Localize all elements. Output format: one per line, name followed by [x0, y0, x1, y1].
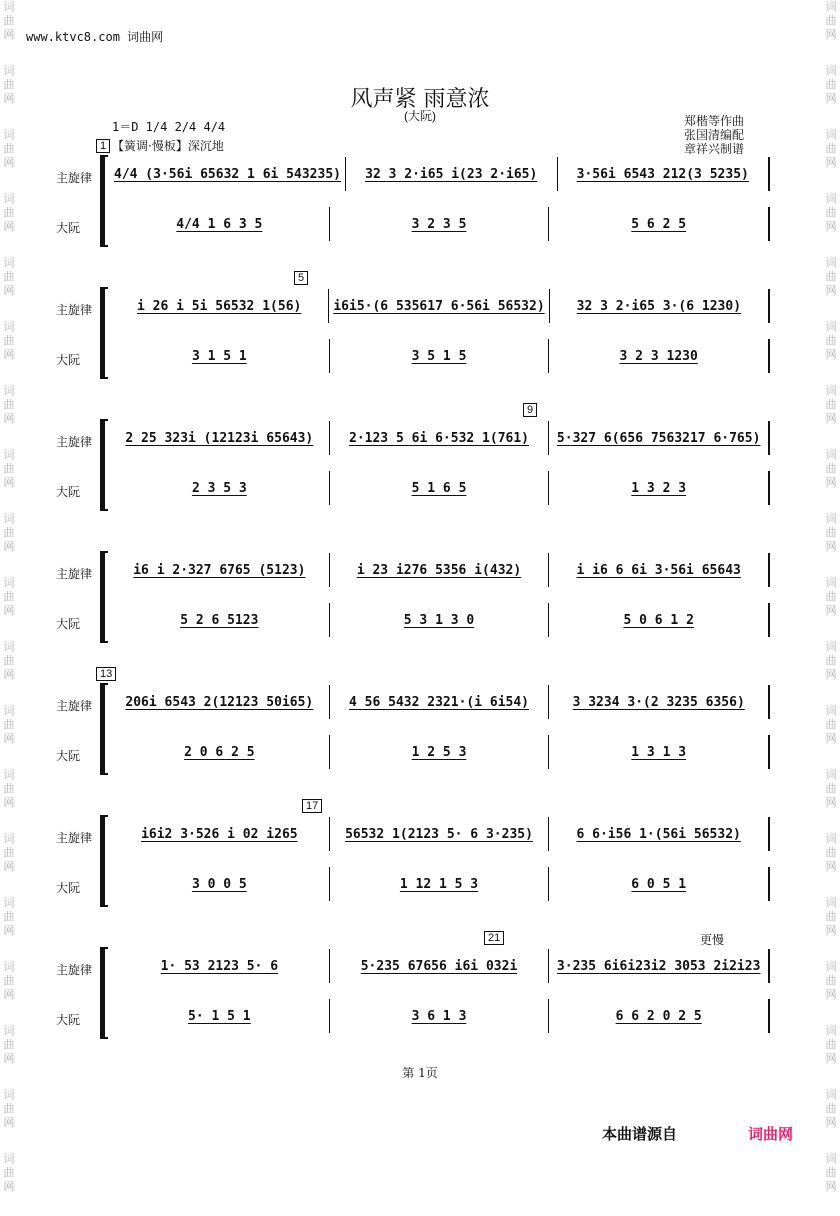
ruan-notes: 1 2 5 3: [411, 744, 467, 760]
ruan-notes: 5· 1 5 1: [188, 1008, 251, 1024]
watermark-char: 网: [3, 796, 15, 809]
watermark-char: 网: [825, 1180, 837, 1193]
watermark-char: 网: [825, 540, 837, 553]
melody-measure: [110, 157, 346, 191]
watermark-char: 词: [3, 0, 15, 13]
part-label-melody: 主旋律: [56, 699, 93, 713]
melody-notes: 2·123 5 6i 6·532 1(761): [349, 430, 530, 446]
watermark-gap: [0, 42, 18, 64]
watermark-char: 词: [3, 768, 15, 781]
watermark-char: 曲: [3, 526, 15, 539]
melody-measure: [330, 949, 550, 983]
melody-measure: [549, 817, 770, 851]
watermark-gap: [0, 1130, 18, 1152]
watermark-char: 网: [3, 28, 15, 41]
watermark-char: 网: [3, 284, 15, 297]
ruan-measure: [330, 867, 550, 901]
watermark-char: 词: [3, 512, 15, 525]
melody-measure: [110, 553, 330, 587]
watermark-char: 网: [3, 92, 15, 105]
watermark-char: 词: [825, 128, 837, 141]
part-label-ruan: 大阮: [56, 881, 81, 895]
ruan-measure: [110, 603, 330, 637]
melody-notes: 4 56 5432 2321·(i 6i54): [349, 694, 530, 710]
watermark-char: 曲: [3, 462, 15, 475]
watermark-char: 网: [3, 1180, 15, 1193]
watermark-char: 曲: [825, 334, 837, 347]
melody-measure: [330, 553, 550, 587]
watermark-char: 网: [3, 156, 15, 169]
watermark-char: 曲: [825, 14, 837, 27]
watermark-char: 词: [825, 448, 837, 461]
ruan-notes: 5 1 6 5: [411, 480, 467, 496]
measure-number: 13: [96, 667, 116, 681]
melody-notes: 32 3 2·i65 3·(6 1230): [576, 298, 742, 314]
watermark-char: 网: [3, 540, 15, 553]
watermark-char: 网: [3, 1116, 15, 1129]
melody-line: [110, 949, 770, 983]
watermark-char: 词: [3, 448, 15, 461]
melody-measure: [110, 289, 329, 323]
watermark-char: 曲: [3, 398, 15, 411]
melody-notes: 5·327 6(656 7563217 6·765): [556, 430, 761, 446]
melody-measure: [110, 817, 330, 851]
melody-line: [110, 289, 770, 323]
melody-measure: [549, 553, 770, 587]
ruan-line: [110, 471, 770, 505]
brace-end: [105, 377, 108, 379]
ruan-notes: 3 1 5 1: [191, 348, 247, 364]
watermark-char: 网: [3, 348, 15, 361]
watermark-char: 词: [3, 256, 15, 269]
part-label-ruan: 大阮: [56, 749, 81, 763]
part-label-melody: 主旋律: [56, 567, 93, 581]
ruan-measure: [549, 471, 770, 505]
score-system: [0, 932, 840, 1057]
brace-end: [105, 419, 108, 421]
watermark-char: 曲: [825, 846, 837, 859]
ruan-notes: 2 3 5 3: [191, 480, 247, 496]
watermark-char: 曲: [3, 1166, 15, 1179]
watermark-char: 网: [825, 860, 837, 873]
watermark-char: 曲: [825, 590, 837, 603]
melody-notes: i i6 6 6i 3·56i 65643: [576, 562, 741, 578]
watermark-char: 网: [825, 348, 837, 361]
watermark-char: 网: [825, 1116, 837, 1129]
watermark-char: 词: [825, 64, 837, 77]
watermark-char: 曲: [3, 590, 15, 603]
source-label: 本曲谱源自: [602, 1125, 678, 1143]
ruan-notes: 3 0 0 5: [191, 876, 247, 892]
watermark-char: 词: [825, 704, 837, 717]
ruan-measure: [549, 999, 770, 1033]
melody-measure: [110, 685, 330, 719]
watermark-char: 词: [825, 1088, 837, 1101]
system-brace: [100, 287, 105, 379]
melody-notes: i 23 i276 5356 i(432): [356, 562, 522, 578]
watermark-char: 词: [825, 960, 837, 973]
ruan-notes: 1 12 1 5 3: [399, 876, 479, 892]
watermark-char: 曲: [3, 14, 15, 27]
brace-end: [105, 551, 108, 553]
brace-end: [105, 287, 108, 289]
watermark-char: 网: [825, 412, 837, 425]
watermark-char: 词: [825, 832, 837, 845]
watermark-char: 曲: [3, 910, 15, 923]
credit-engraver: 章祥兴制谱: [684, 142, 745, 156]
page-number: 第 1页: [402, 1066, 438, 1080]
melody-measure: [110, 949, 330, 983]
melody-line: [110, 157, 770, 191]
system-brace: [100, 683, 105, 775]
melody-notes: i6i5·(6 535617 6·56i 56532): [333, 298, 545, 314]
ruan-measure: [330, 207, 550, 241]
watermark-char: 曲: [825, 974, 837, 987]
melody-notes: 1· 53 2123 5· 6: [160, 958, 279, 974]
watermark-char: 网: [825, 668, 837, 681]
watermark-char: 曲: [825, 910, 837, 923]
watermark-char: 曲: [3, 1038, 15, 1051]
watermark-char: 词: [3, 320, 15, 333]
watermark-char: 词: [3, 1088, 15, 1101]
melody-notes: 3·235 6i6i23i2 3053 2i2i23: [556, 958, 761, 974]
watermark-char: 词: [3, 832, 15, 845]
melody-measure: [330, 421, 550, 455]
watermark-char: 曲: [825, 718, 837, 731]
ruan-measure: [549, 207, 770, 241]
ruan-notes: 5 6 2 5: [631, 216, 687, 232]
watermark-char: 曲: [825, 206, 837, 219]
brace-end: [105, 641, 108, 643]
credit-composer: 郑楷等作曲: [684, 114, 745, 128]
ruan-measure: [549, 603, 770, 637]
watermark-char: 词: [3, 576, 15, 589]
score-system: [0, 404, 840, 529]
ruan-notes: 5 3 1 3 0: [403, 612, 475, 628]
ruan-measure: [110, 867, 330, 901]
melody-notes: 3 3234 3·(2 3235 6356): [572, 694, 745, 710]
watermark-char: 曲: [3, 270, 15, 283]
part-label-melody: 主旋律: [56, 963, 93, 977]
watermark-char: 曲: [825, 1038, 837, 1051]
brace-end: [105, 683, 108, 685]
melody-measure: [330, 685, 550, 719]
system-brace: [100, 155, 105, 247]
measure-number: 1: [96, 139, 110, 153]
watermark-char: 曲: [825, 142, 837, 155]
ruan-notes: 1 3 2 3: [631, 480, 687, 496]
tempo-change: 更慢: [700, 933, 725, 947]
melody-measure: [329, 289, 549, 323]
watermark-char: 网: [825, 476, 837, 489]
melody-measure: [346, 157, 558, 191]
melody-notes: 56532 1(2123 5· 6 3·235): [345, 826, 533, 842]
watermark-char: 曲: [3, 206, 15, 219]
ruan-measure: [110, 999, 330, 1033]
melody-notes: 5·235 67656 i6i 032i: [360, 958, 518, 974]
part-label-melody: 主旋律: [56, 303, 93, 317]
watermark-gap: [822, 1194, 840, 1216]
melody-measure: [549, 421, 770, 455]
melody-line: [110, 817, 770, 851]
melody-measure: [110, 421, 330, 455]
watermark-char: 词: [825, 1152, 837, 1165]
watermark-char: 曲: [825, 462, 837, 475]
watermark-char: 网: [3, 924, 15, 937]
watermark-char: 曲: [825, 270, 837, 283]
watermark-char: 曲: [3, 334, 15, 347]
ruan-measure: [549, 867, 770, 901]
melody-measure: [330, 817, 550, 851]
watermark-char: 词: [825, 768, 837, 781]
watermark-char: 曲: [825, 398, 837, 411]
score-system: [0, 668, 840, 793]
watermark-char: 曲: [825, 782, 837, 795]
melody-notes: i6 i 2·327 6765 (5123): [133, 562, 306, 578]
melody-line: [110, 685, 770, 719]
ruan-notes: 3 2 3 1230: [619, 348, 698, 364]
watermark-char: 网: [825, 796, 837, 809]
watermark-char: 曲: [825, 1102, 837, 1115]
melody-notes: 2 25 323i (12123i 65643): [125, 430, 314, 446]
watermark-char: 网: [825, 284, 837, 297]
ruan-measure: [330, 735, 550, 769]
ruan-measure: [330, 471, 550, 505]
ruan-notes: 1 3 1 3: [631, 744, 687, 760]
watermark-char: 曲: [3, 782, 15, 795]
melody-measure: [549, 685, 770, 719]
ruan-measure: [110, 735, 330, 769]
brace-end: [105, 509, 108, 511]
ruan-measure: [110, 339, 330, 373]
brace-end: [105, 245, 108, 247]
melody-notes: i 26 i 5i 56532 1(56): [136, 298, 302, 314]
melody-notes: 206i 6543 2(12123 50i65): [125, 694, 314, 710]
ruan-notes: 6 0 5 1: [631, 876, 687, 892]
system-brace: [100, 551, 105, 643]
ruan-line: [110, 207, 770, 241]
site-url[interactable]: www.ktvc8.com 词曲网: [26, 30, 164, 44]
watermark-char: 词: [3, 640, 15, 653]
key-meter: 1＝D 1/4 2/4 4/4: [112, 120, 226, 134]
watermark-char: 曲: [825, 1166, 837, 1179]
brace-end: [105, 773, 108, 775]
watermark-char: 词: [3, 960, 15, 973]
ruan-measure: [110, 471, 330, 505]
part-label-melody: 主旋律: [56, 435, 93, 449]
watermark-char: 词: [825, 256, 837, 269]
watermark-char: 曲: [3, 78, 15, 91]
score-title: 风声紧 雨意浓: [350, 87, 490, 112]
watermark-char: 网: [825, 1052, 837, 1065]
watermark-char: 网: [3, 412, 15, 425]
ruan-notes: 5 0 6 1 2: [623, 612, 694, 628]
brand-link[interactable]: 词曲网: [748, 1125, 794, 1143]
part-label-ruan: 大阮: [56, 221, 81, 235]
watermark-char: 网: [3, 476, 15, 489]
watermark-char: 词: [825, 896, 837, 909]
score-system: [0, 551, 840, 661]
ruan-line: [110, 735, 770, 769]
melody-line: [110, 421, 770, 455]
melody-notes: 3·56i 6543 212(3 5235): [576, 166, 749, 182]
ruan-measure: [330, 999, 550, 1033]
measure-number: 5: [294, 271, 308, 285]
score-system: [0, 272, 840, 397]
part-label-ruan: 大阮: [56, 353, 81, 367]
watermark-char: 词: [3, 1024, 15, 1037]
brace-end: [105, 155, 108, 157]
watermark-char: 网: [825, 924, 837, 937]
watermark-char: 曲: [3, 718, 15, 731]
watermark-char: 网: [825, 156, 837, 169]
watermark-char: 曲: [3, 1102, 15, 1115]
watermark-char: 曲: [3, 142, 15, 155]
melody-measure: [558, 157, 771, 191]
watermark-char: 网: [3, 988, 15, 1001]
watermark-char: 网: [3, 732, 15, 745]
watermark-char: 词: [3, 128, 15, 141]
watermark-char: 曲: [825, 526, 837, 539]
ruan-notes: 3 5 1 5: [411, 348, 467, 364]
watermark-char: 词: [3, 896, 15, 909]
watermark-char: 网: [825, 732, 837, 745]
melody-notes: 32 3 2·i65 i(23 2·i65): [365, 166, 538, 182]
ruan-notes: 5 2 6 5123: [180, 612, 259, 628]
part-label-melody: 主旋律: [56, 171, 93, 185]
ruan-line: [110, 867, 770, 901]
melody-measure: [549, 949, 770, 983]
watermark-char: 词: [825, 1024, 837, 1037]
watermark-char: 词: [3, 1152, 15, 1165]
tempo-marking: 【簧调·慢板】深沉地: [112, 139, 224, 153]
watermark-char: 网: [3, 1052, 15, 1065]
system-brace: [100, 419, 105, 511]
melody-notes: 6 6·i56 1·(56i 56532): [576, 826, 741, 842]
score-subtitle: (大阮): [404, 109, 436, 123]
ruan-line: [110, 999, 770, 1033]
watermark-char: 词: [3, 704, 15, 717]
watermark-char: 词: [3, 64, 15, 77]
brace-end: [105, 905, 108, 907]
measure-number: 17: [302, 799, 322, 813]
brace-end: [105, 815, 108, 817]
ruan-notes: 4/4 1 6 3 5: [176, 216, 263, 232]
part-label-melody: 主旋律: [56, 831, 93, 845]
ruan-notes: 2 0 6 2 5: [184, 744, 255, 760]
melody-notes: i6i2 3·526 i 02 i265: [141, 826, 298, 842]
watermark-char: 曲: [825, 78, 837, 91]
watermark-char: 曲: [825, 654, 837, 667]
watermark-char: 曲: [3, 846, 15, 859]
watermark-char: 词: [825, 320, 837, 333]
brace-end: [105, 947, 108, 949]
watermark-char: 网: [825, 92, 837, 105]
ruan-measure: [110, 207, 330, 241]
ruan-line: [110, 339, 770, 373]
watermark-char: 词: [3, 384, 15, 397]
watermark-char: 网: [825, 220, 837, 233]
credit-arranger: 张国清编配: [684, 128, 745, 142]
ruan-notes: 6 6 2 0 2 5: [615, 1008, 702, 1024]
watermark-char: 词: [825, 640, 837, 653]
watermark-char: 词: [825, 0, 837, 13]
system-brace: [100, 947, 105, 1039]
watermark-char: 网: [3, 668, 15, 681]
ruan-notes: 3 6 1 3: [411, 1008, 467, 1024]
watermark-char: 词: [825, 576, 837, 589]
melody-line: [110, 553, 770, 587]
brace-end: [105, 1037, 108, 1039]
watermark-gap: [822, 42, 840, 64]
system-brace: [100, 815, 105, 907]
watermark-char: 网: [825, 988, 837, 1001]
watermark-char: 词: [825, 192, 837, 205]
ruan-measure: [330, 603, 550, 637]
watermark-char: 曲: [3, 974, 15, 987]
watermark-char: 词: [825, 384, 837, 397]
watermark-char: 曲: [3, 654, 15, 667]
watermark-char: 词: [3, 192, 15, 205]
watermark-char: 词: [825, 512, 837, 525]
part-label-ruan: 大阮: [56, 617, 81, 631]
watermark-char: 网: [3, 220, 15, 233]
ruan-measure: [330, 339, 550, 373]
ruan-measure: [549, 735, 770, 769]
melody-notes: 4/4 (3·56i 65632 1 6i 543235): [114, 166, 341, 182]
ruan-line: [110, 603, 770, 637]
watermark-char: 网: [825, 604, 837, 617]
part-label-ruan: 大阮: [56, 485, 81, 499]
watermark-char: 网: [825, 28, 837, 41]
part-label-ruan: 大阮: [56, 1013, 81, 1027]
score-system: [0, 800, 840, 925]
melody-measure: [550, 289, 770, 323]
watermark-gap: [822, 1130, 840, 1152]
watermark-char: 网: [3, 860, 15, 873]
watermark-gap: [0, 1194, 18, 1216]
ruan-measure: [549, 339, 770, 373]
measure-number: 21: [484, 931, 504, 945]
watermark-char: 网: [3, 604, 15, 617]
ruan-notes: 3 2 3 5: [411, 216, 467, 232]
measure-number: 9: [523, 403, 537, 417]
